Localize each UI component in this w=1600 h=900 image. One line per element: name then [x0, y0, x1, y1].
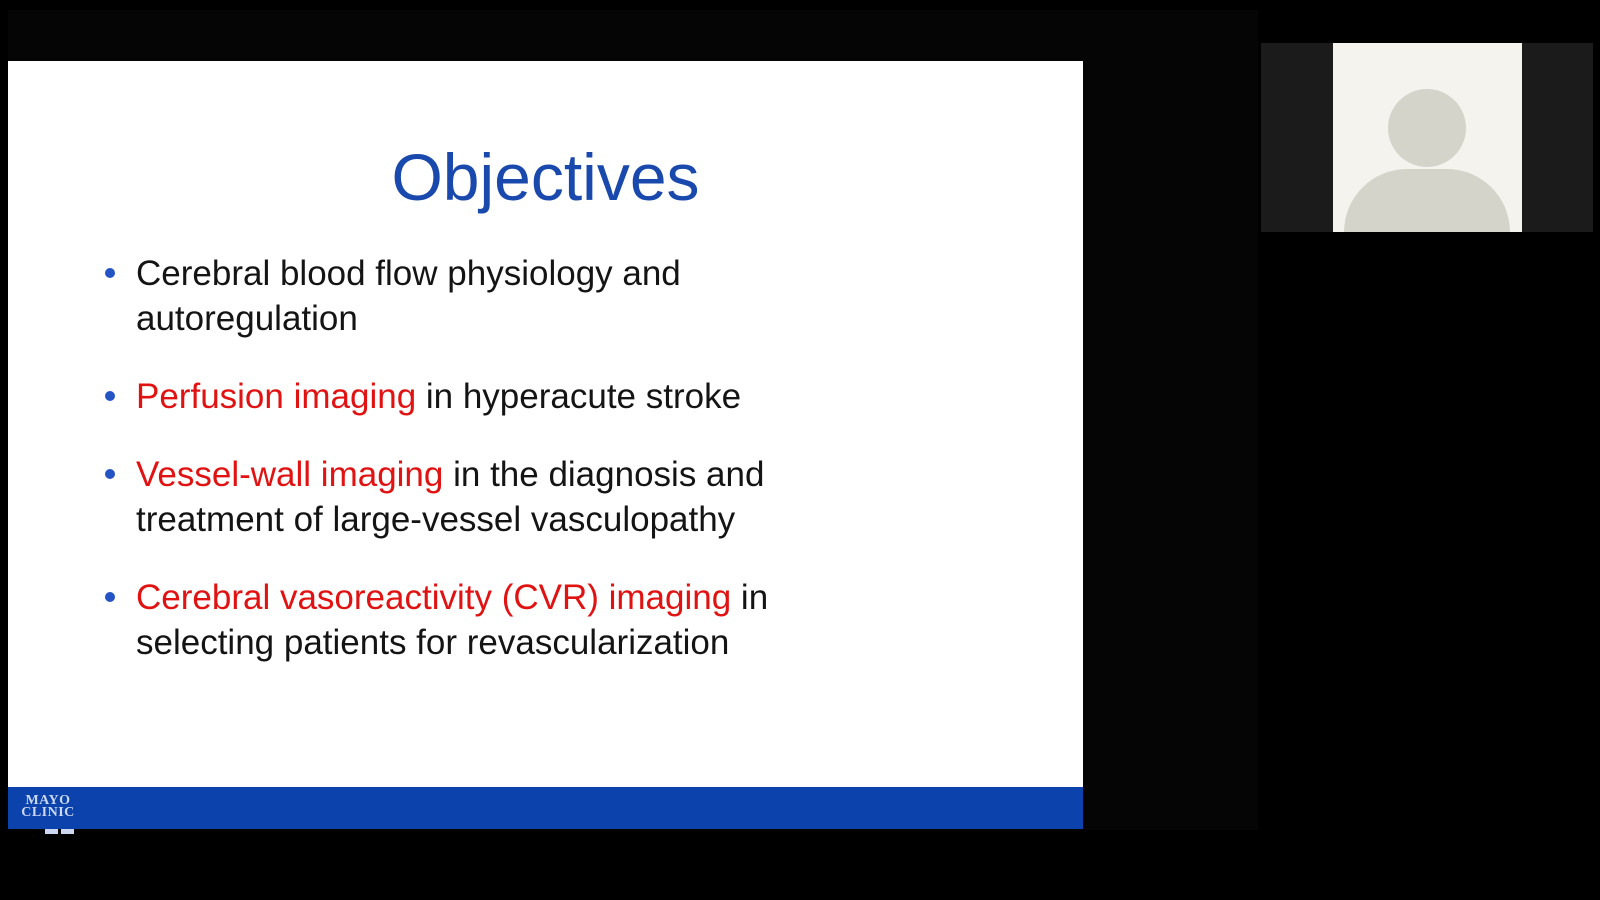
bullet-item	[105, 251, 905, 341]
bullet-item	[105, 452, 905, 542]
webcam-video-frame	[1333, 43, 1522, 232]
screen-share-region	[8, 10, 1258, 830]
bullet-text: Cerebral blood flow physiology and autoregulation	[136, 254, 681, 338]
bullet-item	[105, 374, 905, 419]
mayo-logo-line2: CLINIC	[21, 804, 75, 820]
avatar-head	[1388, 89, 1466, 167]
avatar-body	[1344, 169, 1510, 232]
bullet-text: Cerebral vasoreactivity (CVR) imaging in selecting patients for revascularization	[136, 578, 769, 662]
slide-title: Objectives	[391, 140, 700, 214]
bullet-text: Perfusion imaging in hyperacute stroke	[136, 377, 742, 416]
participant-video-tile[interactable]	[1261, 43, 1593, 232]
bullet-dot-icon	[105, 469, 115, 479]
bullet-dot-icon	[105, 268, 115, 278]
bullet-dot-icon	[105, 391, 115, 401]
presentation-slide	[8, 61, 1083, 829]
mayo-shield-marks	[45, 829, 74, 834]
mayo-clinic-logo	[19, 795, 77, 818]
mayo-shield-mark	[45, 829, 58, 834]
bullet-text: Vessel-wall imaging in the diagnosis and treatment of large-vessel vasculopathy	[136, 455, 765, 539]
bullet-dot-icon	[105, 592, 115, 602]
bullet-list	[105, 251, 905, 698]
bullet-item	[105, 575, 905, 665]
mayo-logo-line1: MAYO	[25, 793, 71, 808]
mayo-shield-mark	[61, 829, 74, 834]
slide-footer-bar	[8, 787, 1083, 829]
